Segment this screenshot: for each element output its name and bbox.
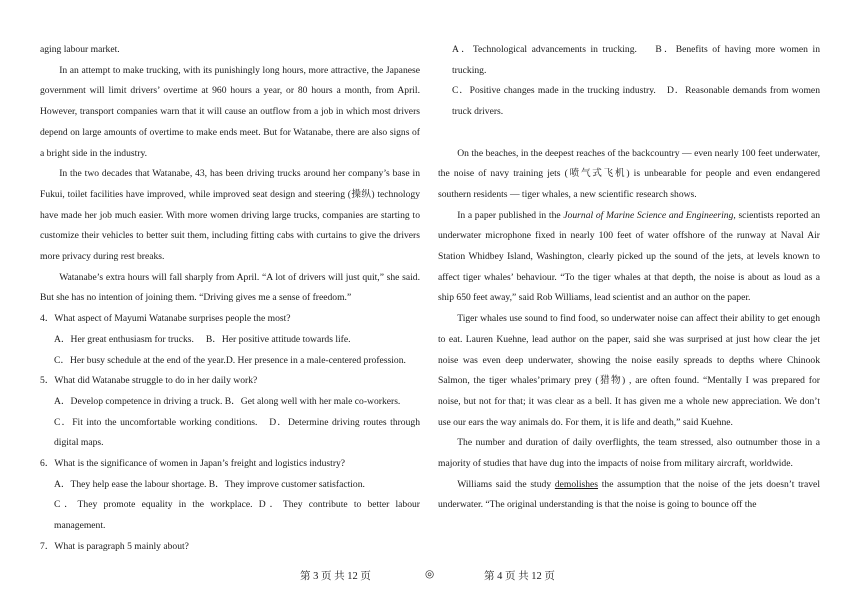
paragraph-demolishes-body: the assumption that the noise of the jets doesn’t travel underwater. “The original understanding is that the noise is going to bounce off the xyxy=(438,478,820,511)
right-column xyxy=(438,40,820,516)
question-6-options-cd: C．They promote equality in the workplace. D．They contribute to better labour management. xyxy=(54,499,420,532)
footer-mark-icon: ◎ xyxy=(425,569,435,580)
question-5-options-ab: A．Develop competence in driving a truck. B．Get along well with her male co-workers. xyxy=(54,395,401,407)
paragraph-paper xyxy=(438,206,820,310)
paragraph-end: aging labour market. xyxy=(40,44,120,55)
paragraph-extra-hours: Watanabe’s extra hours will fall sharply from April. “A lot of drivers will just quit,” she said. But she has no intention of joining them. “Driving gives me a sense of freedom.” xyxy=(40,271,420,304)
question-7: 7．What is paragraph 5 mainly about? xyxy=(40,540,189,552)
underlined-word: demolishes xyxy=(554,478,599,490)
paragraph-beaches: On the beaches, in the deepest reaches of the backcountry — even nearly 100 feet underwater, the noise of navy training jets (喷气式飞机) is unbearable for people and even endangered southern residents — tiger whales, a new scientific research shows. xyxy=(438,147,820,200)
question-7-options-cd: C．Positive changes made in the trucking industry. D．Reasonable demands from women truck drivers. xyxy=(452,85,820,118)
paragraph-overtime: In an attempt to make trucking, with its punishingly long hours, more attractive, the Japanese government will limit drivers’ overtime at 960 hours a year, or 80 hours a month, from April. However, transport companies warn that it will cause an outflow from a job in which most drivers depend on large amounts of overtime to make ends meet. But for Watanabe, there are also signs of a bright side in the industry. xyxy=(40,64,420,159)
paragraph-sound: Tiger whales use sound to find food, so underwater noise can affect their ability to get enough to eat. Lauren Kuehne, lead author on the paper, said she was surprised at just how clear the jet noise was even deep underwater, showing the noise easily spreads to depths where Chinook Salmon, the tiger whales’primary prey (猎物) , are often found. “Mentally I was prepared for noise, but not for that; it was clear as a bell. It has given me a whole new appreciation. We don’t use our ears the way animals do. For them, it is life and death,” said Kuehne. xyxy=(438,313,820,428)
question-7-options-ab: A．Technological advancements in trucking. B．Benefits of having more women in trucking. xyxy=(452,44,820,76)
section-gap xyxy=(438,123,820,144)
paragraph-paper-body: , scientists reported an underwater microphone fixed in nearly 100 feet of water offshore of the runway at Naval Air Station Whidbey Island, Washington, clearly picked up the sound of the jets, at levels known to affect tiger whales’ behaviour. “To the tiger whales at that depth, the noise is about as loud as a ship 650 feet away,” said Rob Williams, lead scientist and an author on the paper. xyxy=(438,209,821,304)
page-number-left: 第 3 页 共 12 页 xyxy=(300,571,371,582)
paragraph-demolishes-intro: Williams said the study xyxy=(457,478,555,490)
paragraph-demolishes xyxy=(438,475,820,516)
question-4: 4．What aspect of Mayumi Watanabe surprises people the most? xyxy=(40,313,291,325)
question-6-options-ab: A．They help ease the labour shortage. B．They improve customer satisfaction. xyxy=(54,478,365,490)
page-number-right: 第 4 页 共 12 页 xyxy=(484,571,555,582)
question-4-options-ab: A．Her great enthusiasm for trucks. B．Her positive attitude towards life. xyxy=(54,333,351,345)
paragraph-overflights: The number and duration of daily overflights, the team stressed, also outnumber those in a majority of studies that have dug into the impacts of noise from military aircraft, worldwide. xyxy=(438,437,820,470)
paragraph-improvements: In the two decades that Watanabe, 43, has been driving trucks around her company’s base in Fukui, toilet facilities have improved, while improved seat design and steering (操纵) technology have made her job much easier. With more women driving large trucks, companies are starting to customize their vehicles to better suit them, including fitting cabs with curtains to give the drivers more privacy during rest breaks. xyxy=(40,168,420,263)
question-5-options-cd: C．Fit into the uncomfortable working conditions. D．Determine driving routes through digital maps. xyxy=(54,416,420,449)
journal-title: Journal of Marine Science and Engineering xyxy=(563,209,734,221)
question-5: 5．What did Watanabe struggle to do in her daily work? xyxy=(40,375,258,387)
question-6: 6．What is the significance of women in Japan’s freight and logistics industry? xyxy=(40,458,346,470)
left-column xyxy=(40,40,420,558)
paragraph-paper-intro: In a paper published in the xyxy=(457,209,564,221)
question-4-options-cd: C．Her busy schedule at the end of the year.D. Her presence in a male-centered profession. xyxy=(54,354,406,366)
